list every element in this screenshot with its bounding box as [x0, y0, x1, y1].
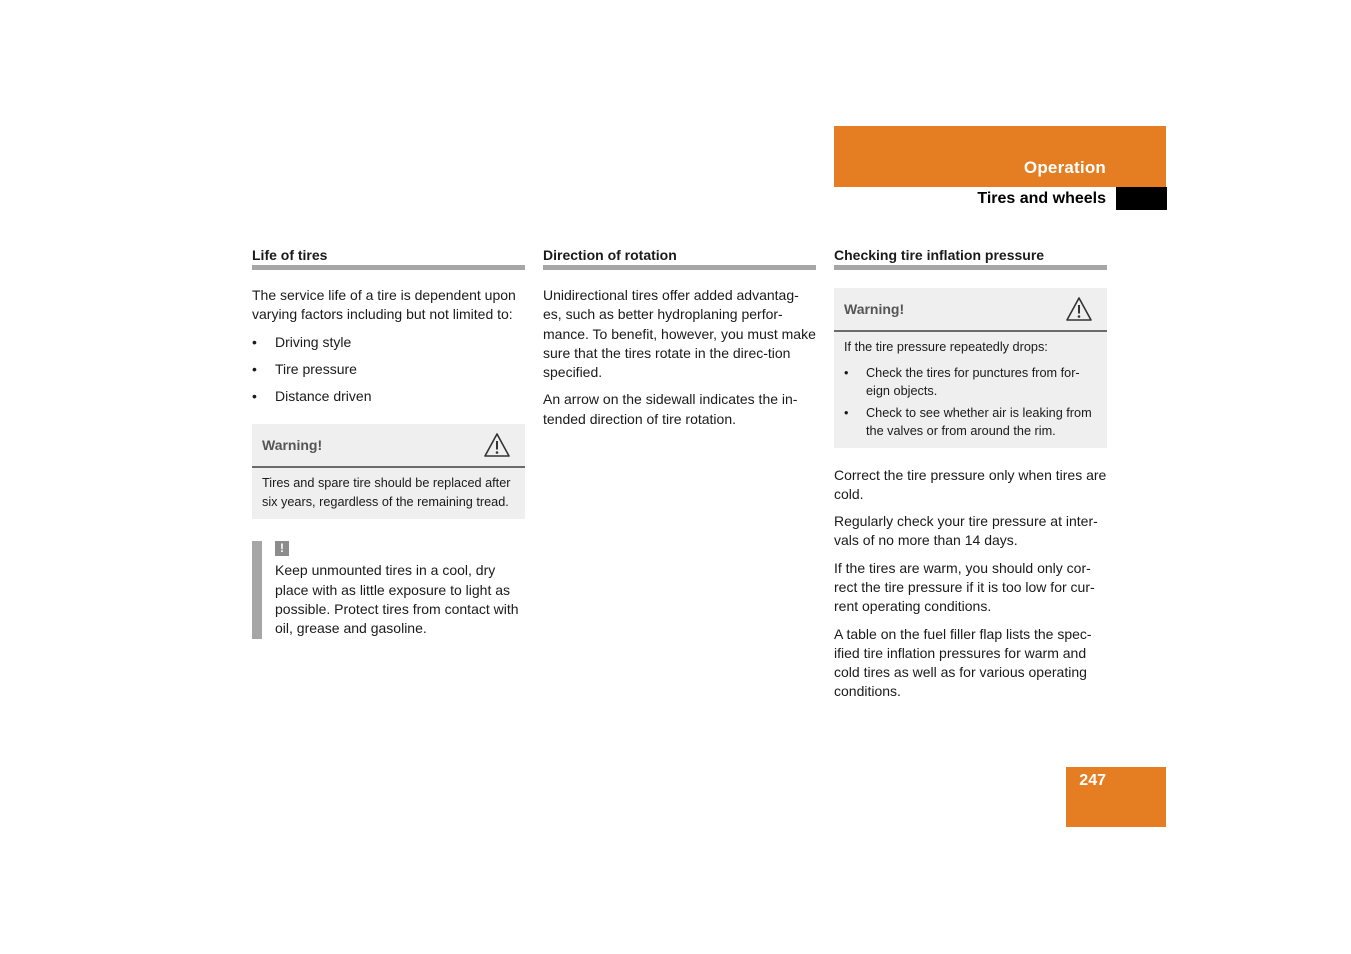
heading-direction-of-rotation: Direction of rotation	[543, 245, 816, 270]
page-number: 247	[1079, 772, 1106, 789]
warning-triangle-icon	[483, 432, 511, 458]
header-tab-marker	[1116, 187, 1167, 210]
pressure-paragraph: Regularly check your tire pressure at inter-vals of no more than 14 days.	[834, 513, 1098, 549]
heading-life-of-tires: Life of tires	[252, 245, 525, 270]
warning-body	[252, 468, 525, 519]
list-item: • Driving style	[252, 333, 525, 352]
list-item: • Check the tires for punctures from for-eign objects.	[844, 364, 1097, 400]
list-item: • Tire pressure	[252, 360, 525, 379]
list-item: • Distance driven	[252, 387, 525, 406]
warning-intro: If the tire pressure repeatedly drops:	[844, 340, 1048, 354]
column-life-of-tires	[252, 245, 525, 639]
warning-text: Tires and spare tire should be replaced after six years, regardless of the remaining tread.	[262, 476, 511, 509]
note-bar	[252, 541, 262, 638]
pressure-paragraph: If the tires are warm, you should only cor-rect the tire pressure if it is too low for cur-rent operating conditions.	[834, 559, 1095, 615]
pressure-paragraph: Correct the tire pressure only when tires are cold.	[834, 466, 1107, 502]
section-title: Operation	[1023, 158, 1106, 177]
spacer	[834, 448, 1107, 466]
pressure-paragraph: A table on the fuel filler flap lists the spec-ified tire inflation pressures for warm and cold tires as well as for various operating conditions.	[834, 625, 1092, 700]
warning-list	[844, 364, 1097, 440]
column-direction-of-rotation	[543, 245, 816, 437]
rotation-paragraph: Unidirectional tires offer added advantag-es, such as better hydroplaning perfor-mance. To benefit, however, you must make sure that the tires rotate in the direc-tion specified.	[543, 287, 816, 381]
note-text: Keep unmounted tires in a cool, dry place with as little exposure to light as possible. Protect tires from contact with oil, grease and gasoline.	[275, 562, 519, 637]
warning-header	[834, 288, 1107, 332]
life-of-tires-intro: The service life of a tire is dependent upon varying factors including but not limited to:	[252, 287, 516, 323]
exclamation-icon: !	[275, 541, 289, 556]
note-box-storage	[252, 541, 525, 638]
warning-triangle-icon	[1065, 296, 1093, 322]
warning-box-tire-age	[252, 424, 525, 519]
heading-checking-pressure: Checking tire inflation pressure	[834, 245, 1107, 270]
warning-header	[252, 424, 525, 468]
warning-label: Warning!	[844, 301, 905, 317]
column-checking-pressure	[834, 245, 1107, 710]
warning-body	[834, 332, 1107, 448]
warning-box-pressure-drop	[834, 288, 1107, 448]
list-item: • Check to see whether air is leaking from the valves or from around the rim.	[844, 404, 1097, 440]
warning-label: Warning!	[262, 437, 323, 454]
rotation-paragraph: An arrow on the sidewall indicates the in-tended direction of tire rotation.	[543, 391, 798, 427]
factors-list	[252, 333, 525, 407]
subsection-title: Tires and wheels	[977, 190, 1106, 207]
header-accent-block	[834, 126, 1166, 187]
